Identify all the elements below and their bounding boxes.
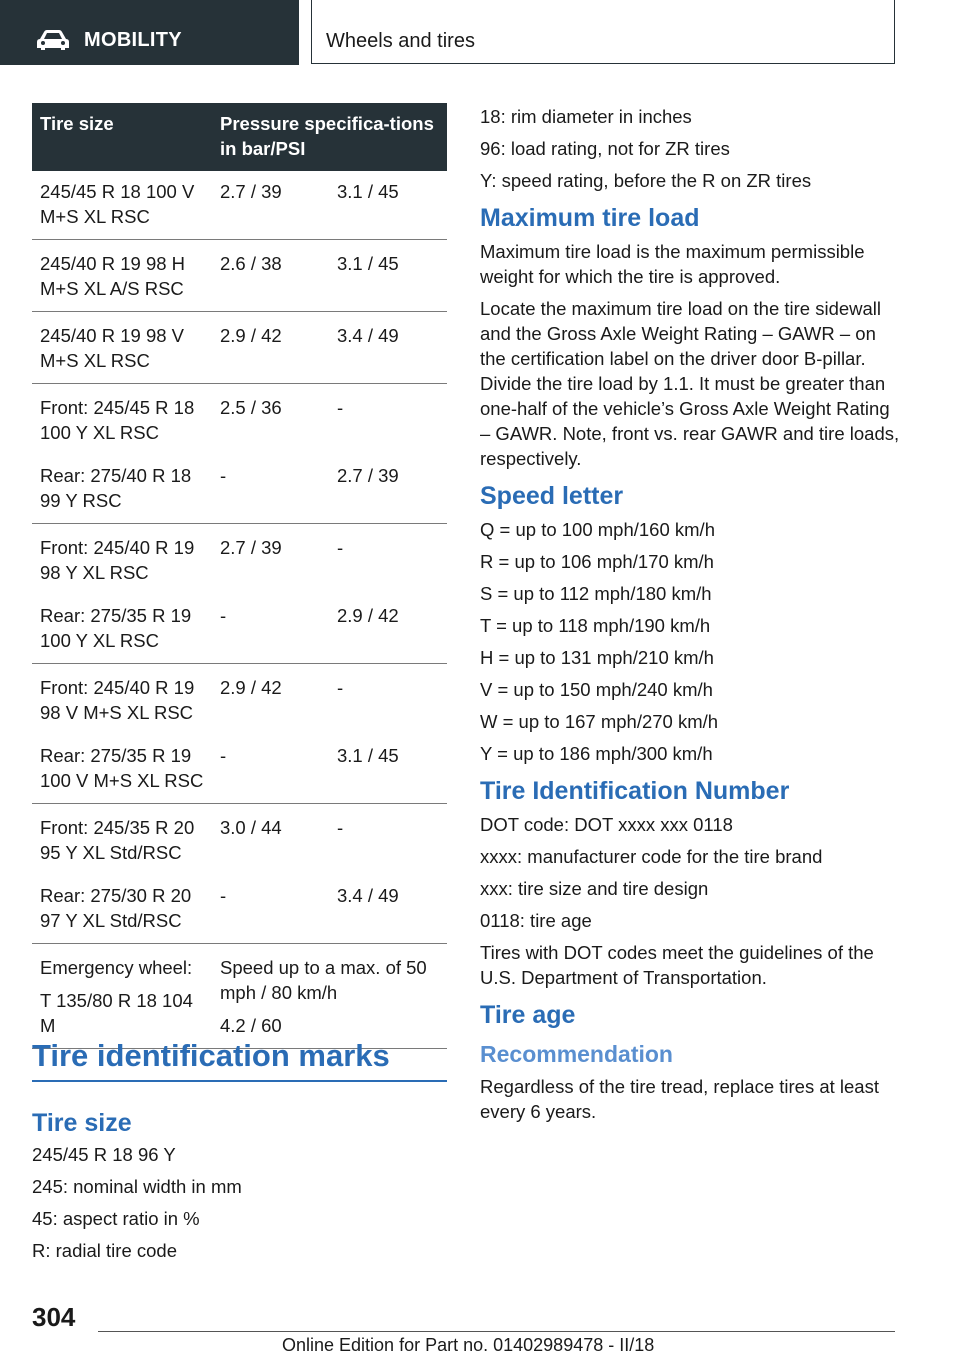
tire-size-cell: Rear: 275/30 R 20 97 Y XL Std/RSC	[32, 875, 212, 944]
pressure-cell: 2.7 / 39	[212, 171, 329, 240]
pressure-cell: -	[337, 817, 344, 838]
emergency-pressure: 4.2 / 60	[220, 1015, 282, 1036]
footer-edition: Online Edition for Part no. 01402989478 - II/18	[282, 1335, 655, 1355]
text-line: 18: rim diameter in inches	[480, 106, 692, 127]
pressure-cell: 3.1 / 45	[329, 171, 447, 240]
tire-pressure-table	[32, 103, 447, 1049]
table-row	[32, 875, 447, 944]
emergency-size: T 135/80 R 18 104 M	[40, 990, 193, 1036]
table-header-row	[32, 103, 447, 171]
subheading-recommendation: Recommendation	[480, 1041, 673, 1067]
pressure-cell: -	[337, 537, 344, 558]
tire-size-cell: Front: 245/45 R 18 100 Y XL RSC	[40, 397, 195, 443]
paragraph: Maximum tire load is the maximum permissible weight for which the tire is approved.	[480, 241, 865, 287]
car-icon	[36, 29, 70, 51]
subheading-tire-size: Tire size	[32, 1109, 132, 1137]
text-line: R: radial tire code	[32, 1240, 177, 1261]
pressure-cell: 2.9 / 42	[212, 312, 329, 384]
emergency-pressure-cell	[212, 944, 447, 1049]
text-line: xxxx: manufacturer code for the tire brand	[480, 846, 823, 867]
tire-size-cell: Front: 245/40 R 19 98 Y XL RSC	[40, 537, 195, 583]
subheading-speed-letter: Speed letter	[480, 482, 624, 510]
tire-size-cell: 245/45 R 18 100 V M+S XL RSC	[32, 171, 212, 240]
table-row	[32, 524, 447, 596]
tire-size-cell: 245/40 R 19 98 H M+S XL A/S RSC	[32, 240, 212, 312]
tire-size-cell: Rear: 275/35 R 19 100 Y XL RSC	[32, 595, 212, 664]
pressure-cell: -	[212, 875, 329, 944]
section-header	[311, 0, 895, 64]
pressure-cell: -	[212, 455, 329, 524]
pressure-cell: 3.4 / 49	[329, 875, 447, 944]
table-row	[32, 240, 447, 312]
pressure-cell: 2.7 / 39	[220, 537, 282, 558]
paragraph: Tires with DOT codes meet the guidelines of the U.S. Department of Transportation.	[480, 942, 874, 988]
table-row	[32, 312, 447, 384]
right-column-text	[480, 104, 900, 1131]
pressure-cell: 2.6 / 38	[212, 240, 329, 312]
section-title: Wheels and tires	[326, 30, 475, 52]
pressure-cell: -	[337, 397, 344, 418]
text-line: Y: speed rating, before the R on ZR tires	[480, 170, 812, 191]
tire-size-cell: Front: 245/40 R 19 98 V M+S XL RSC	[40, 677, 195, 723]
col-header-pressure: Pressure specifica-tions in bar/PSI	[212, 103, 447, 171]
table-row	[32, 664, 447, 736]
text-line: xxx: tire size and tire design	[480, 878, 709, 899]
tire-size-cell: Rear: 275/35 R 19 100 V M+S XL RSC	[32, 735, 212, 804]
table-row	[32, 595, 447, 664]
pressure-cell: 3.0 / 44	[220, 817, 282, 838]
text-line: 245/45 R 18 96 Y	[32, 1144, 176, 1165]
tire-size-cell: 245/40 R 19 98 V M+S XL RSC	[32, 312, 212, 384]
paragraph: Locate the maximum tire load on the tire sidewall and the Gross Axle Weight Rating – GAWR – on the certification label on the driver door B-pillar. Divide the tire load by 1.1. It must be greater than one-half of the vehicle’s Gross Axle Weight Rating – GAWR. Note, front vs. rear GAWR and tire loads, respectively.	[480, 298, 900, 469]
left-column-text	[32, 1036, 447, 1270]
pressure-cell: 2.9 / 42	[220, 677, 282, 698]
pressure-cell: -	[212, 735, 329, 804]
table-row	[32, 455, 447, 524]
speed-line: W = up to 167 mph/270 km/h	[480, 711, 719, 732]
text-line: DOT code: DOT xxxx xxx 0118	[480, 814, 733, 835]
subheading-tin: Tire Identification Number	[480, 777, 790, 805]
text-line: 96: load rating, not for ZR tires	[480, 138, 730, 159]
subheading-max-tire-load: Maximum tire load	[480, 204, 700, 232]
speed-line: T = up to 118 mph/190 km/h	[480, 615, 711, 636]
brand-label: MOBILITY	[84, 29, 182, 51]
speed-line: Y = up to 186 mph/300 km/h	[480, 743, 713, 764]
section-heading-tire-id-marks: Tire identification marks	[32, 1036, 447, 1082]
subheading-tire-age: Tire age	[480, 1001, 576, 1029]
pressure-cell: 2.7 / 39	[329, 455, 447, 524]
header-brand-bar	[0, 0, 299, 65]
tire-size-cell: Front: 245/35 R 20 95 Y XL Std/RSC	[40, 817, 195, 863]
pressure-cell: -	[337, 677, 344, 698]
speed-line: Q = up to 100 mph/160 km/h	[480, 519, 715, 540]
footer-divider	[98, 1331, 895, 1332]
speed-line: H = up to 131 mph/210 km/h	[480, 647, 714, 668]
pressure-cell: 3.1 / 45	[329, 735, 447, 804]
pressure-cell: -	[212, 595, 329, 664]
table-row	[32, 735, 447, 804]
page-number: 304	[32, 1302, 76, 1332]
table-row	[32, 384, 447, 456]
emergency-label: Emergency wheel:	[40, 957, 193, 978]
paragraph: Regardless of the tire tread, replace tires at least every 6 years.	[480, 1076, 879, 1122]
col-header-tire-size: Tire size	[32, 103, 212, 171]
tire-size-cell: Rear: 275/40 R 18 99 Y RSC	[32, 455, 212, 524]
pressure-cell: 2.9 / 42	[329, 595, 447, 664]
pressure-cell: 2.5 / 36	[220, 397, 282, 418]
text-line: 245: nominal width in mm	[32, 1176, 242, 1197]
table-row	[32, 171, 447, 240]
speed-line: S = up to 112 mph/180 km/h	[480, 583, 712, 604]
speed-line: R = up to 106 mph/170 km/h	[480, 551, 714, 572]
pressure-cell: 3.4 / 49	[329, 312, 447, 384]
table-row	[32, 804, 447, 876]
text-line: 0118: tire age	[480, 910, 592, 931]
table-row-emergency	[32, 944, 447, 1049]
emergency-wheel-cell	[32, 944, 212, 1049]
pressure-cell: 3.1 / 45	[329, 240, 447, 312]
emergency-speed-note: Speed up to a max. of 50 mph / 80 km/h	[220, 957, 427, 1003]
text-line: 45: aspect ratio in %	[32, 1208, 200, 1229]
speed-line: V = up to 150 mph/240 km/h	[480, 679, 713, 700]
